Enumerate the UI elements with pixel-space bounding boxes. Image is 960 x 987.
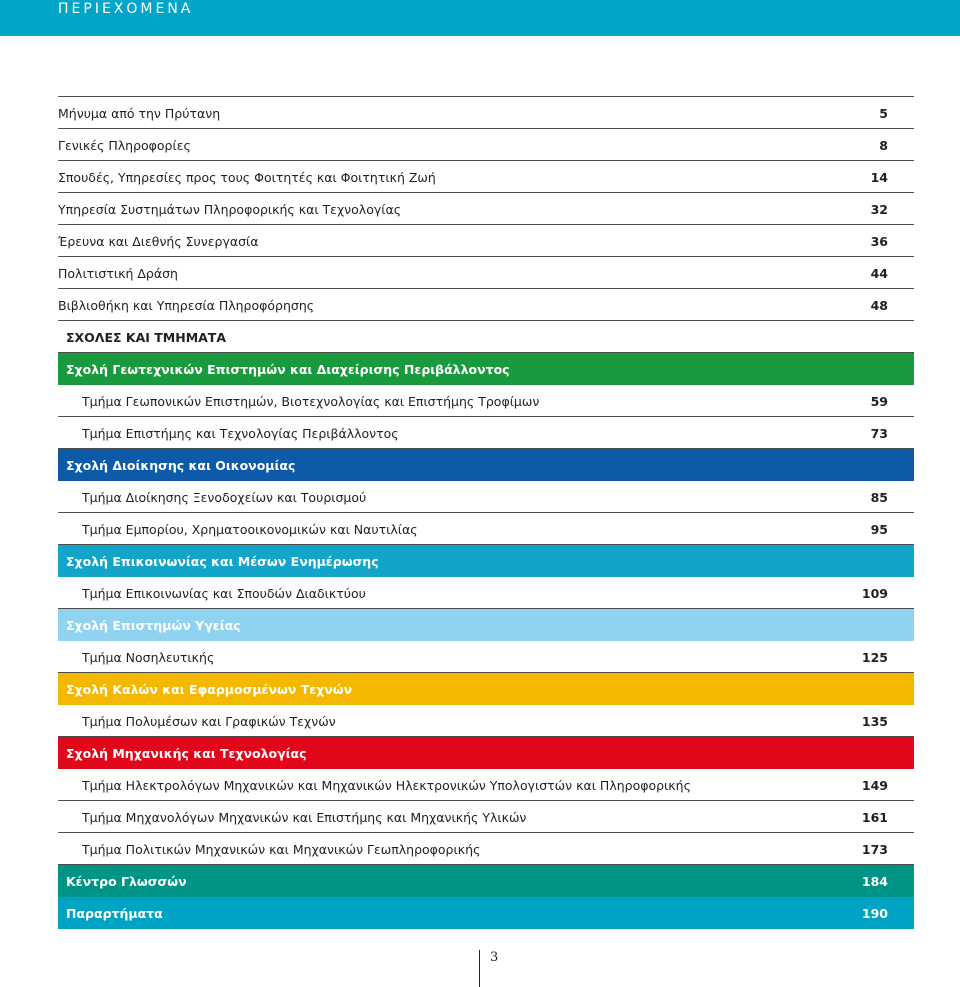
department-page: 161 (861, 810, 888, 825)
department-label: Τμήμα Μηχανολόγων Μηχανικών και Επιστήμης και Μηχανικής Υλικών (82, 810, 527, 825)
extra-label: Κέντρο Γλωσσών (66, 874, 187, 889)
department-page: 173 (861, 842, 888, 857)
school-name: Σχολή Επιστημών Υγείας (66, 618, 241, 633)
school-name: Σχολή Διοίκησης και Οικονομίας (66, 458, 296, 473)
table-of-contents (58, 96, 914, 929)
department-page: 59 (870, 394, 888, 409)
toc-entry-label: Γενικές Πληροφορίες (58, 138, 191, 153)
department-label: Τμήμα Γεωπονικών Επιστημών, Βιοτεχνολογίας και Επιστήμης Τροφίμων (82, 394, 540, 409)
department-entry[interactable] (58, 833, 914, 865)
toc-entry-label: Πολιτιστική Δράση (58, 266, 178, 281)
department-label: Τμήμα Εμπορίου, Χρηματοοικονομικών και Ναυτιλίας (82, 522, 418, 537)
footer-divider (479, 950, 480, 987)
department-label: Τμήμα Πολιτικών Μηχανικών και Μηχανικών Γεωπληροφορικής (82, 842, 481, 857)
toc-entry-label: Έρευνα και Διεθνής Συνεργασία (58, 234, 259, 249)
school-name: Σχολή Μηχανικής και Τεχνολογίας (66, 746, 307, 761)
toc-entry-label: Σπουδές, Υπηρεσίες προς τους Φοιτητές και Φοιτητική Ζωή (58, 170, 436, 185)
toc-entry[interactable] (58, 193, 914, 225)
department-page: 73 (870, 426, 888, 441)
toc-entry[interactable] (58, 97, 914, 129)
toc-entry[interactable] (58, 161, 914, 193)
school-header-engineering[interactable] (58, 737, 914, 769)
department-label: Τμήμα Ηλεκτρολόγων Μηχανικών και Μηχανικών Ηλεκτρονικών Υπολογιστών και Πληροφορικής (82, 778, 691, 793)
school-header-geotechnical[interactable] (58, 353, 914, 385)
toc-entry[interactable] (58, 289, 914, 321)
toc-entry-page: 36 (870, 234, 888, 249)
toc-entry-label: Μήνυμα από την Πρύτανη (58, 106, 221, 121)
department-entry[interactable] (58, 385, 914, 417)
school-header-communication[interactable] (58, 545, 914, 577)
extra-page: 190 (861, 906, 888, 921)
header-bar (0, 0, 960, 36)
department-page: 109 (861, 586, 888, 601)
page-number: 3 (490, 950, 499, 965)
department-label: Τμήμα Επικοινωνίας και Σπουδών Διαδικτύου (82, 586, 366, 601)
school-name: Σχολή Γεωτεχνικών Επιστημών και Διαχείρισης Περιβάλλοντος (66, 362, 510, 377)
toc-entry-page: 5 (879, 106, 888, 121)
extra-header-branches[interactable] (58, 897, 914, 929)
department-entry[interactable] (58, 513, 914, 545)
toc-entry-page: 32 (870, 202, 888, 217)
toc-entry[interactable] (58, 257, 914, 289)
toc-entry-page: 44 (870, 266, 888, 281)
department-label: Τμήμα Επιστήμης και Τεχνολογίας Περιβάλλοντος (82, 426, 399, 441)
toc-entry-page: 48 (870, 298, 888, 313)
department-page: 135 (861, 714, 888, 729)
toc-entry-label: Βιβλιοθήκη και Υπηρεσία Πληροφόρησης (58, 298, 315, 313)
toc-entry[interactable] (58, 225, 914, 257)
toc-entry-page: 14 (870, 170, 888, 185)
department-label: Τμήμα Νοσηλευτικής (82, 650, 215, 665)
department-page: 125 (861, 650, 888, 665)
toc-entry-label: Υπηρεσία Συστημάτων Πληροφορικής και Τεχνολογίας (58, 202, 402, 217)
department-entry[interactable] (58, 705, 914, 737)
extra-header-languages[interactable] (58, 865, 914, 897)
schools-heading (58, 321, 914, 353)
department-page: 149 (861, 778, 888, 793)
extra-page: 184 (861, 874, 888, 889)
department-page: 95 (870, 522, 888, 537)
extra-label: Παραρτήματα (66, 906, 163, 921)
school-name: Σχολή Επικοινωνίας και Μέσων Ενημέρωσης (66, 554, 379, 569)
school-header-arts[interactable] (58, 673, 914, 705)
department-page: 85 (870, 490, 888, 505)
page-title: ΠΕΡΙΕΧΟΜΕΝΑ (58, 1, 194, 17)
department-entry[interactable] (58, 481, 914, 513)
toc-entry[interactable] (58, 129, 914, 161)
schools-heading-label: ΣΧΟΛΕΣ ΚΑΙ ΤΜΗΜΑΤΑ (66, 330, 227, 345)
department-entry[interactable] (58, 641, 914, 673)
school-header-business[interactable] (58, 449, 914, 481)
department-entry[interactable] (58, 769, 914, 801)
department-entry[interactable] (58, 577, 914, 609)
department-entry[interactable] (58, 417, 914, 449)
department-label: Τμήμα Πολυμέσων και Γραφικών Τεχνών (82, 714, 336, 729)
toc-entry-page: 8 (879, 138, 888, 153)
school-header-health[interactable] (58, 609, 914, 641)
department-entry[interactable] (58, 801, 914, 833)
department-label: Τμήμα Διοίκησης Ξενοδοχείων και Τουρισμού (82, 490, 367, 505)
school-name: Σχολή Καλών και Εφαρμοσμένων Τεχνών (66, 682, 353, 697)
